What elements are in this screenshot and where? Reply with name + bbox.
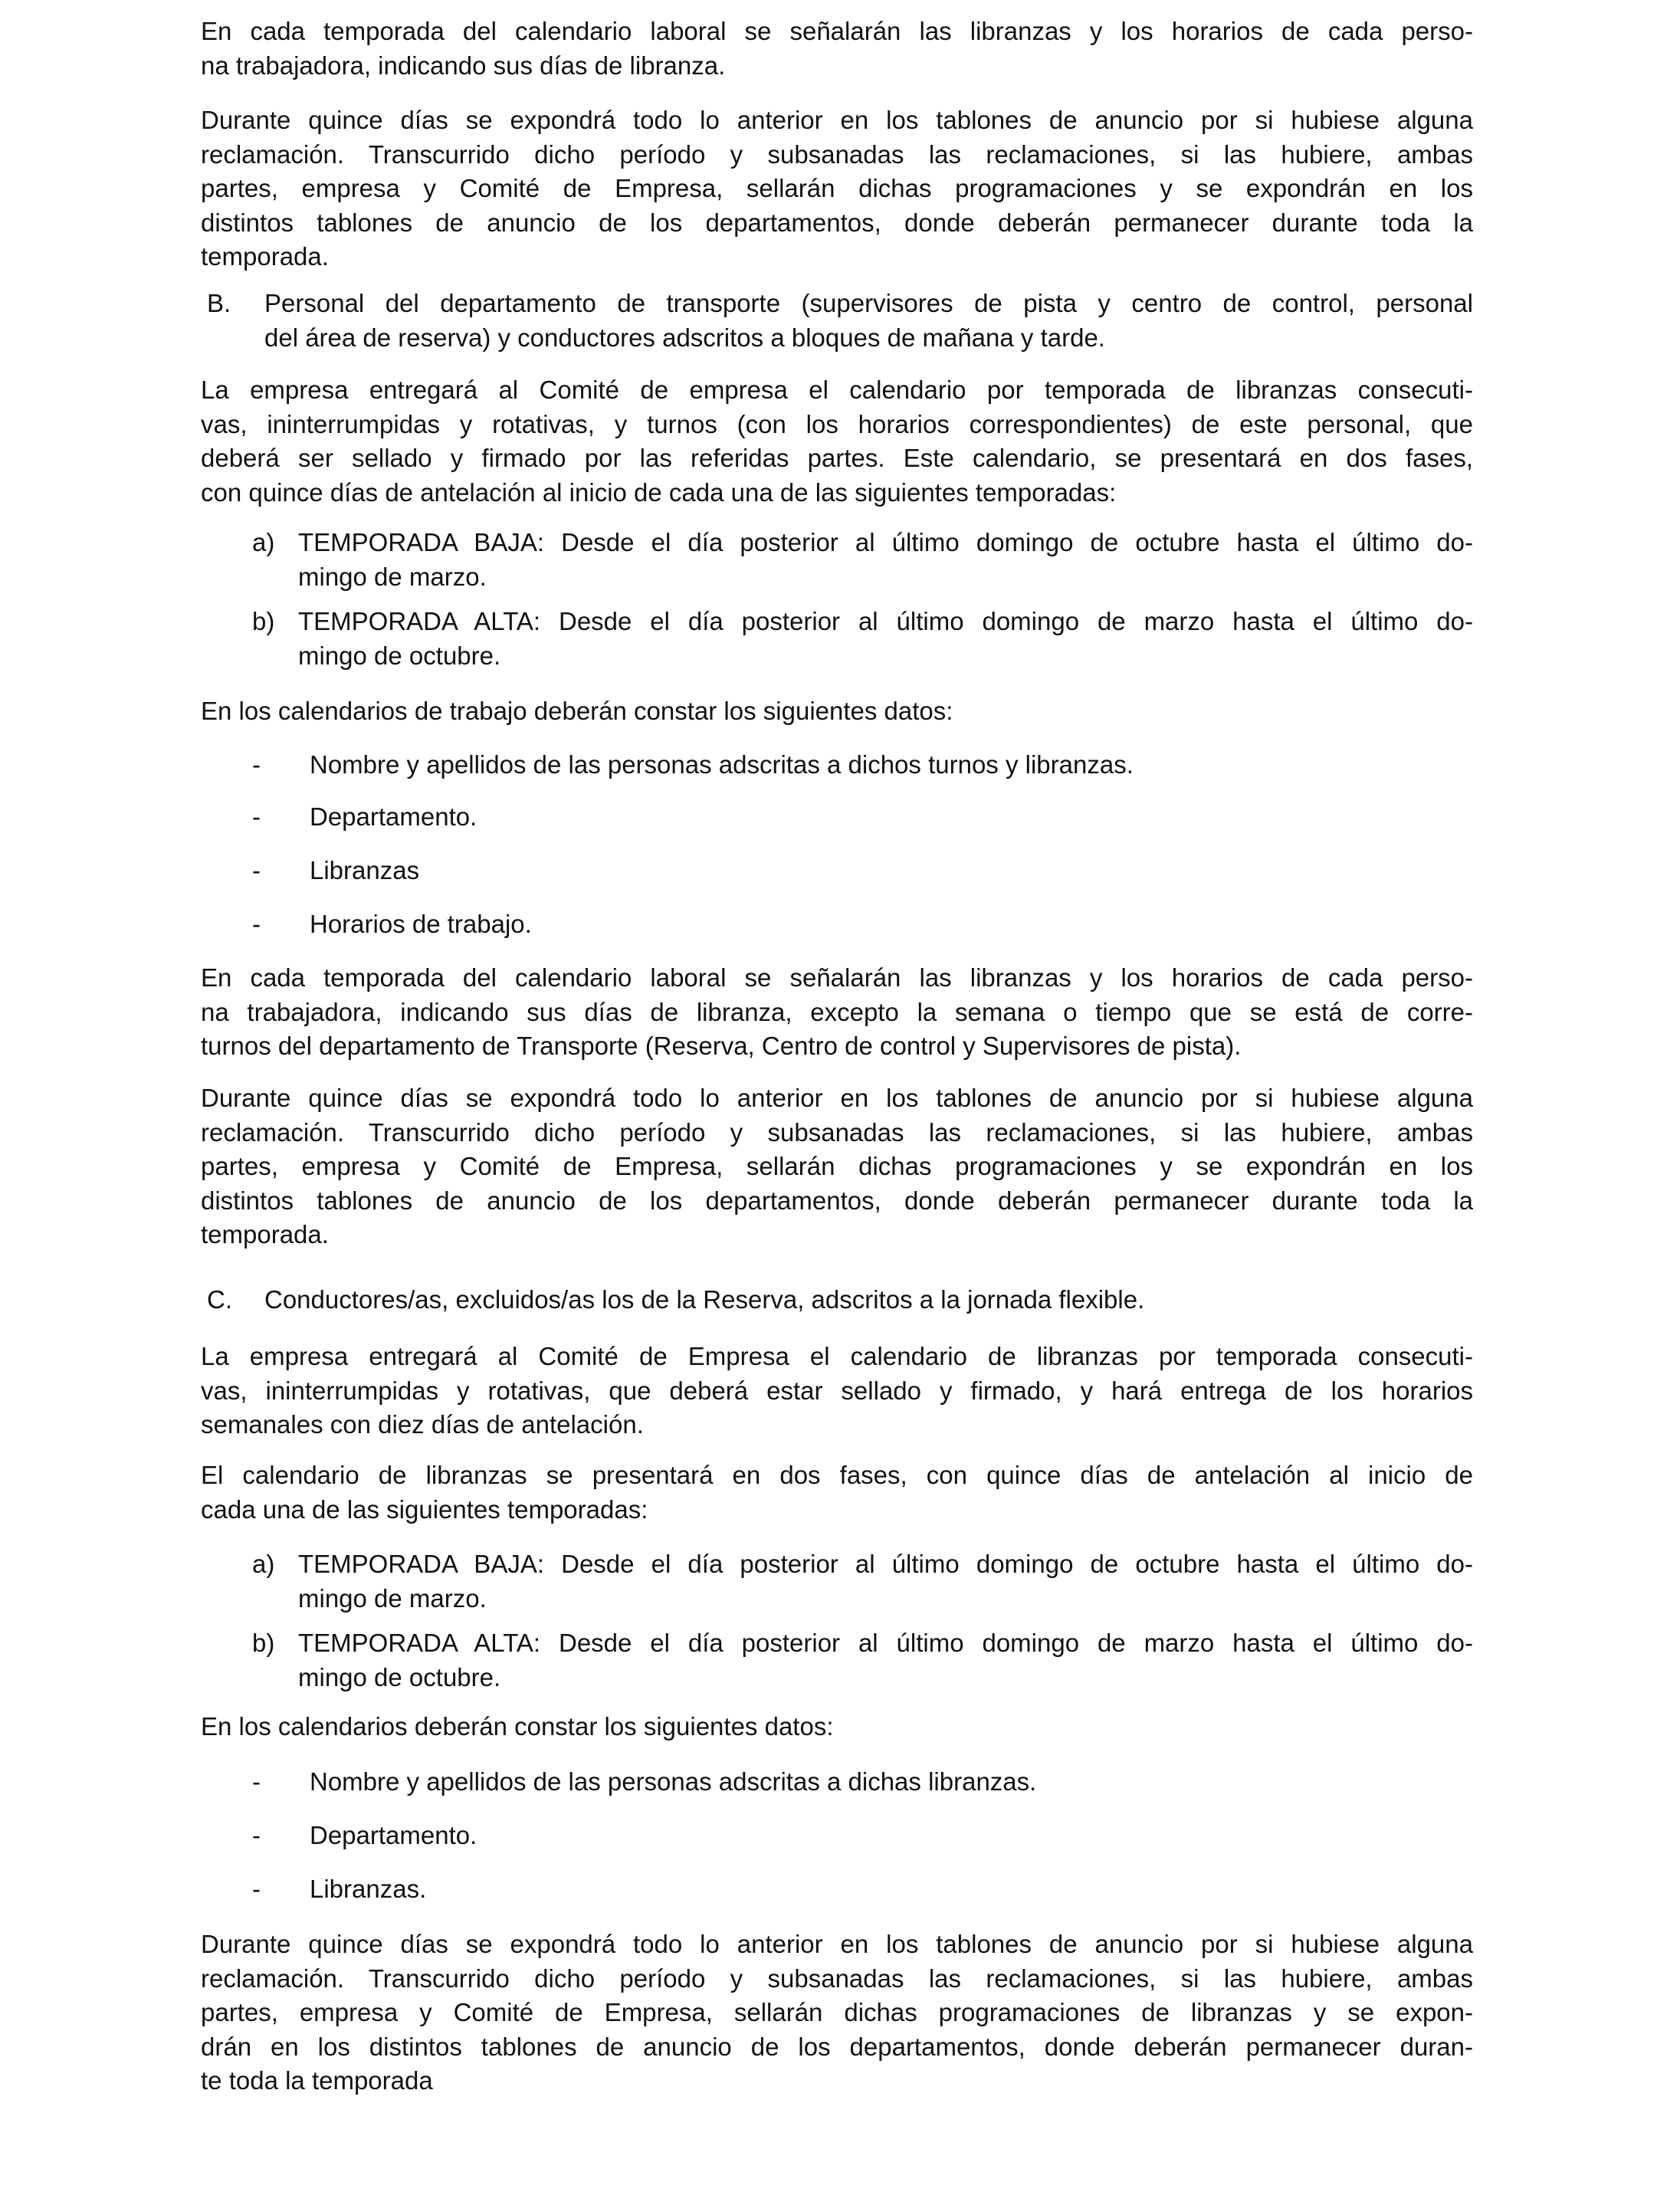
text-body bbox=[298, 1626, 1473, 1695]
text-line: reclamación. Transcurrido dicho período y subsanadas las reclamaciones, si las hubiere, ambas bbox=[201, 1964, 1473, 1993]
text-line: partes, empresa y Comité de Empresa, sellarán dichas programaciones y se expondrán en los bbox=[201, 1152, 1473, 1181]
text-body bbox=[201, 1081, 1473, 1252]
text-line: Horarios de trabajo. bbox=[310, 910, 532, 938]
text-line: turnos del departamento de Transporte (Reserva, Centro de control y Supervisores de pista). bbox=[201, 1032, 1242, 1061]
text-line: En cada temporada del calendario laboral se señalarán las libranzas y los horarios de cada perso- bbox=[201, 963, 1473, 992]
item-marker: - bbox=[252, 1767, 261, 1796]
text-body bbox=[201, 1458, 1473, 1527]
text-body bbox=[310, 1819, 1473, 1853]
text-line: mingo de marzo. bbox=[298, 562, 487, 591]
bullet-item bbox=[201, 1819, 1473, 1853]
bullet-item bbox=[201, 748, 1473, 783]
text-line: del área de reserva) y conductores adscritos a bloques de mañana y tarde. bbox=[264, 323, 1105, 352]
item-marker: - bbox=[252, 750, 261, 779]
text-line: na trabajadora, indicando sus días de libranza. bbox=[201, 51, 726, 80]
paragraph bbox=[201, 1928, 1473, 2098]
text-line: cada una de las siguientes temporadas: bbox=[201, 1495, 648, 1524]
text-body bbox=[201, 373, 1473, 510]
bullet-item bbox=[201, 1872, 1473, 1907]
text-line: semanales con diez días de antelación. bbox=[201, 1410, 644, 1439]
text-body bbox=[298, 1547, 1473, 1616]
text-body bbox=[310, 854, 1473, 888]
text-body bbox=[264, 1283, 1473, 1317]
text-body bbox=[310, 748, 1473, 783]
text-line: distintos tablones de anuncio de los departamentos, donde deberán permanecer durante toda la bbox=[201, 1186, 1473, 1215]
paragraph bbox=[201, 15, 1473, 83]
item-marker: - bbox=[252, 1875, 261, 1903]
text-body bbox=[201, 694, 1473, 729]
list-item bbox=[201, 1626, 1473, 1695]
text-line: na trabajadora, indicando sus días de libranza, excepto la semana o tiempo que se está de corre- bbox=[201, 997, 1473, 1026]
text-line: distintos tablones de anuncio de los departamentos, donde deberán permanecer durante toda la bbox=[201, 208, 1473, 237]
section-heading bbox=[201, 1283, 1473, 1317]
text-body bbox=[298, 605, 1473, 673]
text-line: El calendario de libranzas se presentará en dos fases, con quince días de antelación al inicio de bbox=[201, 1461, 1473, 1489]
text-line: reclamación. Transcurrido dicho período y subsanadas las reclamaciones, si las hubiere, ambas bbox=[201, 139, 1473, 169]
text-line: TEMPORADA BAJA: Desde el día posterior al último domingo de octubre hasta el último do- bbox=[298, 528, 1473, 556]
item-marker: - bbox=[252, 856, 261, 884]
text-line: Nombre y apellidos de las personas adscritas a dichas libranzas. bbox=[310, 1767, 1037, 1796]
list-item bbox=[201, 1547, 1473, 1616]
text-line: te toda la temporada bbox=[201, 2066, 433, 2095]
text-body bbox=[298, 526, 1473, 594]
text-line: partes, empresa y Comité de Empresa, sellarán dichas programaciones de libranzas y se expon- bbox=[201, 1998, 1473, 2027]
item-marker: - bbox=[252, 1821, 261, 1849]
item-marker: a) bbox=[252, 528, 275, 556]
text-body bbox=[310, 1765, 1473, 1800]
paragraph bbox=[201, 1710, 1473, 1744]
text-body bbox=[201, 1710, 1473, 1744]
text-body bbox=[310, 1872, 1473, 1907]
bullet-item bbox=[201, 1765, 1473, 1800]
text-line: TEMPORADA ALTA: Desde el día posterior al último domingo de marzo hasta el último do- bbox=[298, 607, 1473, 635]
text-body bbox=[310, 907, 1473, 942]
text-line: reclamación. Transcurrido dicho período y subsanadas las reclamaciones, si las hubiere, ambas bbox=[201, 1117, 1473, 1147]
list-item bbox=[201, 605, 1473, 673]
text-line: En los calendarios deberán constar los siguientes datos: bbox=[201, 1712, 834, 1741]
text-body bbox=[201, 103, 1473, 274]
text-line: drán en los distintos tablones de anuncio de los departamentos, donde deberán permanecer duran- bbox=[201, 2032, 1473, 2061]
paragraph bbox=[201, 1458, 1473, 1527]
text-line: TEMPORADA BAJA: Desde el día posterior al último domingo de octubre hasta el último do- bbox=[298, 1550, 1473, 1578]
item-marker: - bbox=[252, 802, 261, 831]
text-line: temporada. bbox=[201, 1220, 329, 1249]
text-line: Personal del departamento de transporte (supervisores de pista y centro de control, personal bbox=[264, 289, 1473, 317]
text-body bbox=[201, 961, 1473, 1064]
item-marker: b) bbox=[252, 1629, 275, 1657]
bullet-item bbox=[201, 800, 1473, 835]
list-item bbox=[201, 526, 1473, 594]
text-line: Nombre y apellidos de las personas adscritas a dichos turnos y libranzas. bbox=[310, 750, 1134, 779]
paragraph bbox=[201, 961, 1473, 1064]
item-marker: a) bbox=[252, 1550, 275, 1578]
text-line: Durante quince días se expondrá todo lo anterior en los tablones de anuncio por si hubiese alguna bbox=[201, 1084, 1473, 1112]
text-line: mingo de octubre. bbox=[298, 641, 501, 670]
text-line: mingo de octubre. bbox=[298, 1662, 501, 1691]
text-line: Departamento. bbox=[310, 1821, 477, 1849]
item-marker: B. bbox=[207, 289, 231, 317]
text-line: En cada temporada del calendario laboral se señalarán las libranzas y los horarios de cada perso- bbox=[201, 17, 1473, 45]
item-marker: b) bbox=[252, 607, 275, 635]
paragraph bbox=[201, 1340, 1473, 1442]
paragraph bbox=[201, 1081, 1473, 1252]
text-body bbox=[201, 1928, 1473, 2098]
text-body bbox=[264, 287, 1473, 355]
text-line: vas, ininterrumpidas y rotativas, y turnos (con los horarios correspondientes) de este personal, que bbox=[201, 409, 1473, 438]
text-line: Libranzas bbox=[310, 856, 420, 884]
text-line: Libranzas. bbox=[310, 1875, 427, 1903]
text-line: con quince días de antelación al inicio de cada una de las siguientes temporadas: bbox=[201, 477, 1117, 507]
text-line: deberá ser sellado y firmado por las referidas partes. Este calendario, se presentará en dos fases, bbox=[201, 444, 1473, 473]
item-marker: C. bbox=[207, 1285, 232, 1314]
text-line: mingo de marzo. bbox=[298, 1583, 487, 1613]
text-body bbox=[310, 800, 1473, 835]
bullet-item bbox=[201, 854, 1473, 888]
text-line: temporada. bbox=[201, 242, 329, 271]
text-line: La empresa entregará al Comité de Empresa el calendario de libranzas por temporada consecuti- bbox=[201, 1342, 1473, 1370]
text-body bbox=[201, 1340, 1473, 1442]
text-line: vas, ininterrumpidas y rotativas, que deberá estar sellado y firmado, y hará entrega de los horarios bbox=[201, 1376, 1473, 1405]
section-heading bbox=[201, 287, 1473, 355]
text-line: La empresa entregará al Comité de empresa el calendario por temporada de libranzas consecuti- bbox=[201, 376, 1473, 404]
item-marker: - bbox=[252, 910, 261, 938]
text-line: Departamento. bbox=[310, 802, 477, 831]
paragraph bbox=[201, 103, 1473, 274]
text-line: En los calendarios de trabajo deberán constar los siguientes datos: bbox=[201, 697, 953, 725]
text-line: Durante quince días se expondrá todo lo anterior en los tablones de anuncio por si hubiese alguna bbox=[201, 1930, 1473, 1958]
paragraph bbox=[201, 694, 1473, 729]
text-line: partes, empresa y Comité de Empresa, sellarán dichas programaciones y se expondrán en los bbox=[201, 174, 1473, 203]
text-line: Durante quince días se expondrá todo lo anterior en los tablones de anuncio por si hubiese alguna bbox=[201, 106, 1473, 134]
bullet-item bbox=[201, 907, 1473, 942]
text-line: Conductores/as, excluidos/as los de la Reserva, adscritos a la jornada flexible. bbox=[264, 1285, 1145, 1314]
text-line: TEMPORADA ALTA: Desde el día posterior al último domingo de marzo hasta el último do- bbox=[298, 1629, 1473, 1657]
text-body bbox=[201, 15, 1473, 83]
paragraph bbox=[201, 373, 1473, 510]
